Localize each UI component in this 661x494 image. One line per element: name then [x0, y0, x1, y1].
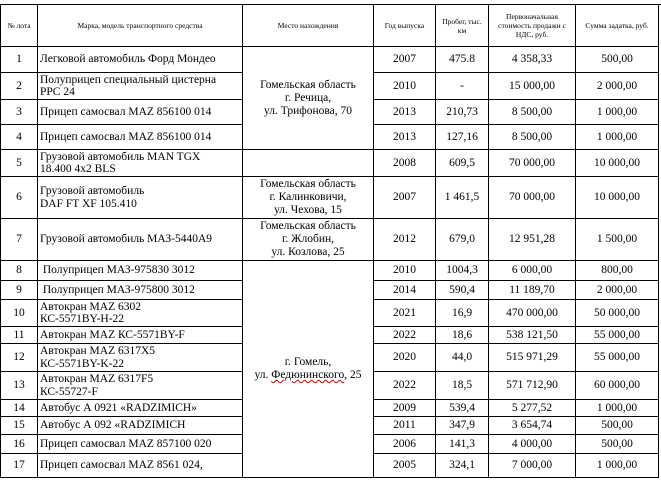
lot-number: 5 [1, 150, 38, 177]
deposit: 10 000,00 [576, 177, 659, 219]
vehicle-model: Грузовой автомобиль МАЗ-5440А9 [38, 219, 243, 261]
vehicle-model: Автокран MAZ 6317X5 КС-5571BY-K-22 [38, 344, 243, 372]
initial-price: 6 000,00 [489, 261, 576, 281]
vehicle-model: Грузовой автомобиль DAF FT XF 105.410 [38, 177, 243, 219]
deposit: 1 000,00 [576, 125, 659, 150]
lot-number: 12 [1, 344, 38, 372]
vehicle-model: Автокран MAZ 6302 КС-5571BY-H-22 [38, 300, 243, 327]
location-gomel: г. Гомель, ул. Федюнинского, 25 [243, 261, 374, 478]
mileage: 16,9 [436, 300, 489, 327]
location-kalinkovichi: Гомельская область г. Калинковичи, ул. Чехова, 15 [243, 177, 374, 219]
mileage: 1004,3 [436, 261, 489, 281]
deposit: 800,00 [576, 261, 659, 281]
year: 2006 [374, 435, 436, 454]
table-header-row [1, 5, 659, 47]
mileage: 475.8 [436, 47, 489, 73]
deposit: 2 000,00 [576, 281, 659, 300]
lot-number: 1 [1, 47, 38, 73]
location-empty [243, 150, 374, 177]
mileage: 141,3 [436, 435, 489, 454]
year: 2010 [374, 73, 436, 100]
mileage: 44,0 [436, 344, 489, 372]
vehicle-model: Автокран MAZ 6317F5 КС-55727-F [38, 372, 243, 400]
year: 2013 [374, 125, 436, 150]
lot-number: 7 [1, 219, 38, 261]
vehicle-model: Легковой автомобиль Форд Мондео [38, 47, 243, 73]
deposit: 55 000,00 [576, 344, 659, 372]
mileage: 18,5 [436, 372, 489, 400]
vehicle-model: Прицеп самосвал MAZ 857100 020 [38, 435, 243, 454]
deposit: 500,00 [576, 417, 659, 435]
deposit: 50 000,00 [576, 300, 659, 327]
lot-number: 3 [1, 100, 38, 125]
deposit: 500,00 [576, 47, 659, 73]
year: 2013 [374, 100, 436, 125]
lot-number: 16 [1, 435, 38, 454]
year: 2011 [374, 417, 436, 435]
mileage: 18,6 [436, 327, 489, 344]
initial-price: 8 500,00 [489, 100, 576, 125]
deposit: 1 000,00 [576, 454, 659, 478]
mileage: 127,16 [436, 125, 489, 150]
initial-price: 7 000,00 [489, 454, 576, 478]
initial-price: 5 277,52 [489, 400, 576, 417]
year: 2010 [374, 261, 436, 281]
vehicle-model: Грузовой автомобиль MAN TGX 18.400 4x2 BLS [38, 150, 243, 177]
vehicle-model: Прицеп самосвал MAZ 856100 014 [38, 100, 243, 125]
header-initial-price: Первоначальная стоимость продажи с НДС, руб. [489, 5, 576, 47]
year: 2014 [374, 281, 436, 300]
initial-price: 4 000,00 [489, 435, 576, 454]
vehicle-model: Автобус А 0921 «RADZIMICH» [38, 400, 243, 417]
deposit: 2 000,00 [576, 73, 659, 100]
year: 2009 [374, 400, 436, 417]
mileage: - [436, 73, 489, 100]
lot-number: 13 [1, 372, 38, 400]
initial-price: 571 712,90 [489, 372, 576, 400]
deposit: 60 000,00 [576, 372, 659, 400]
header-deposit: Сумма задатка, руб. [576, 5, 659, 47]
mileage: 590,4 [436, 281, 489, 300]
mileage: 1 461,5 [436, 177, 489, 219]
lot-number: 9 [1, 281, 38, 300]
year: 2007 [374, 47, 436, 73]
year: 2012 [374, 219, 436, 261]
year: 2020 [374, 344, 436, 372]
table-row [1, 219, 659, 261]
mileage: 324,1 [436, 454, 489, 478]
initial-price: 11 189,70 [489, 281, 576, 300]
table-row [1, 150, 659, 177]
deposit: 500,00 [576, 435, 659, 454]
header-location: Место нахождения [243, 5, 374, 47]
table-row [1, 47, 659, 73]
initial-price: 538 121,50 [489, 327, 576, 344]
mileage: 347,9 [436, 417, 489, 435]
year: 2008 [374, 150, 436, 177]
lot-number: 14 [1, 400, 38, 417]
vehicle-model: Полуприцеп МАЗ-975800 3012 [38, 281, 243, 300]
header-mileage: Пробег, тыс. км [436, 5, 489, 47]
header-year: Год выпуска [374, 5, 436, 47]
lot-number: 6 [1, 177, 38, 219]
year: 2005 [374, 454, 436, 478]
initial-price: 70 000,00 [489, 177, 576, 219]
mileage: 609,5 [436, 150, 489, 177]
mileage: 539,4 [436, 400, 489, 417]
vehicle-model: Полуприцеп специальный цистерна PPC 24 [38, 73, 243, 100]
year: 2022 [374, 327, 436, 344]
deposit: 1 500,00 [576, 219, 659, 261]
initial-price: 12 951,28 [489, 219, 576, 261]
location-rechitsa: Гомельская область г. Речица, ул. Трифонова, 70 [243, 47, 374, 150]
vehicle-model: Прицеп самосвал MAZ 8561 024, [38, 454, 243, 478]
vehicle-model: Полуприцеп МАЗ-975830 3012 [38, 261, 243, 281]
vehicle-model: Автобус А 092 «RADZIMICH [38, 417, 243, 435]
lot-number: 4 [1, 125, 38, 150]
year: 2007 [374, 177, 436, 219]
table-row [1, 177, 659, 219]
deposit: 1 000,00 [576, 100, 659, 125]
deposit: 10 000,00 [576, 150, 659, 177]
deposit: 55 000,00 [576, 327, 659, 344]
initial-price: 4 358,33 [489, 47, 576, 73]
lot-number: 15 [1, 417, 38, 435]
lot-number: 10 [1, 300, 38, 327]
initial-price: 15 000,00 [489, 73, 576, 100]
deposit: 1 000,00 [576, 400, 659, 417]
year: 2021 [374, 300, 436, 327]
initial-price: 70 000,00 [489, 150, 576, 177]
lot-number: 11 [1, 327, 38, 344]
initial-price: 515 971,29 [489, 344, 576, 372]
vehicle-model: Прицеп самосвал MAZ 856100 014 [38, 125, 243, 150]
initial-price: 8 500,00 [489, 125, 576, 150]
initial-price: 470 000,00 [489, 300, 576, 327]
vehicle-model: Автокран MAZ КС-5571BY-F [38, 327, 243, 344]
year: 2022 [374, 372, 436, 400]
location-zhlobin: Гомельская область г. Жлобин, ул. Козлова, 25 [243, 219, 374, 261]
mileage: 679,0 [436, 219, 489, 261]
vehicle-lots-table [0, 4, 659, 478]
lot-number: 17 [1, 454, 38, 478]
spellcheck-underlined-word: Федюнинского [271, 369, 345, 381]
lot-number: 2 [1, 73, 38, 100]
mileage: 210,73 [436, 100, 489, 125]
header-vehicle-model: Марка, модель транспортного средства [38, 5, 243, 47]
header-lot-number: № лота [1, 5, 38, 47]
lot-number: 8 [1, 261, 38, 281]
initial-price: 3 654,74 [489, 417, 576, 435]
table-row [1, 261, 659, 281]
